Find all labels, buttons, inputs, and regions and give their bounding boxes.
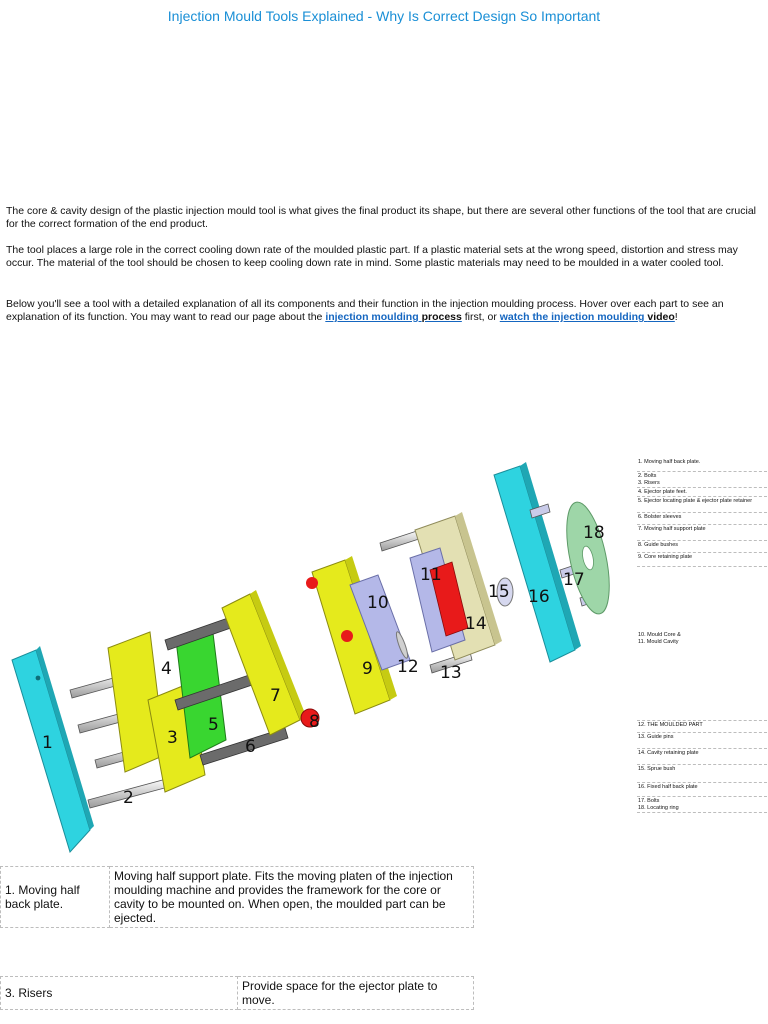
part-name-cell: 3. Risers: [1, 977, 238, 1010]
guide-bush-upper[interactable]: [306, 577, 318, 589]
legend-item[interactable]: 13. Guide pins: [637, 733, 767, 749]
legend-line: 17. Bolts: [638, 798, 660, 804]
label-2: 2: [123, 788, 134, 808]
part-description-table-1: [0, 866, 474, 928]
label-6: 6: [245, 737, 256, 757]
legend-item[interactable]: 6. Bolster sleeves: [637, 513, 767, 525]
injection-moulding-video-link[interactable]: watch the injection moulding video: [499, 311, 675, 323]
moving-half-back-plate[interactable]: [12, 646, 94, 852]
label-13: 13: [440, 663, 462, 683]
parts-legend: [637, 458, 767, 813]
legend-item[interactable]: 1. Moving half back plate.: [637, 458, 767, 472]
legend-item[interactable]: 12. THE MOULDED PART: [637, 721, 767, 733]
label-18: 18: [583, 523, 605, 543]
intro-paragraph-3-start: Below you'll see a tool with a detailed explanation of all its components and their function in the injection moulding process. Hover over each part to see an explanation of its function. You may want to read our page about the: [6, 298, 724, 323]
legend-item[interactable]: 4. Ejector plate feet.: [637, 488, 767, 497]
legend-line: 10. Mould Core &: [638, 632, 681, 638]
intro-paragraph-3-end: !: [674, 311, 678, 323]
fixed-half-back-plate[interactable]: [494, 462, 581, 662]
part-description-table-2: [0, 976, 474, 1010]
injection-moulding-process-link[interactable]: injection moulding process: [325, 311, 462, 323]
label-15: 15: [488, 582, 510, 602]
label-4: 4: [161, 659, 172, 679]
legend-item[interactable]: [637, 567, 767, 721]
page-title[interactable]: Injection Mould Tools Explained - Why Is Correct Design So Important: [167, 8, 601, 24]
label-16: 16: [528, 587, 550, 607]
label-9: 9: [362, 659, 373, 679]
legend-line: 18. Locating ring: [638, 804, 679, 811]
legend-line: 11. Mould Cavity: [638, 638, 679, 645]
label-1: 1: [42, 733, 53, 753]
legend-item[interactable]: 14. Cavity retaining plate: [637, 749, 767, 765]
legend-item[interactable]: 8. Guide bushes: [637, 541, 767, 553]
legend-line: 3. Risers: [638, 479, 660, 486]
legend-item[interactable]: [637, 472, 767, 488]
locating-ring[interactable]: [559, 499, 618, 618]
intro-paragraph-3-middle: first, or: [461, 311, 500, 323]
legend-item[interactable]: [637, 797, 767, 813]
legend-item[interactable]: 7. Moving half support plate: [637, 525, 767, 541]
legend-item[interactable]: 9. Core retaining plate: [637, 553, 767, 567]
moving-half-support-plate[interactable]: [222, 590, 306, 735]
label-5: 5: [208, 715, 219, 735]
intro-paragraph-1: The core & cavity design of the plastic injection mould tool is what gives the final product its shape, but there are several other functions of the tool that are crucial for the correct formation of the end product.: [6, 205, 756, 230]
label-12: 12: [397, 657, 419, 677]
intro-paragraph-3: [6, 298, 762, 324]
intro-paragraph-2: The tool places a large role in the correct cooling down rate of the moulded plastic part. If a plastic material sets at the wrong speed, distortion and stress may occur. The material of the tool should be chosen to keep cooling down rate in mind. Some plastic materials may need to be moulded in a water cooled tool.: [6, 244, 738, 269]
label-3: 3: [167, 728, 178, 748]
guide-bush-lower[interactable]: [341, 630, 353, 642]
part-name-cell: 1. Moving half back plate.: [1, 867, 110, 928]
label-11: 11: [420, 565, 442, 585]
label-10: 10: [367, 593, 389, 613]
legend-item[interactable]: 5. Ejector locating plate & ejector plate retainer: [637, 497, 767, 513]
legend-item[interactable]: 15. Sprue bush: [637, 765, 767, 783]
part-description-cell: Provide space for the ejector plate to move.: [238, 977, 474, 1010]
label-7: 7: [270, 686, 281, 706]
label-14: 14: [465, 614, 487, 634]
legend-line: 2. Bolts: [638, 473, 657, 479]
label-17: 17: [563, 570, 585, 590]
part-description-cell: Moving half support plate. Fits the moving platen of the injection moulding machine and provides the framework for the core or cavity to be mounted on. When open, the moulded part can be ejected.: [110, 867, 474, 928]
label-8: 8: [309, 712, 320, 732]
legend-item[interactable]: 16. Fixed half back plate: [637, 783, 767, 797]
mould-tool-exploded-diagram[interactable]: [0, 450, 640, 860]
